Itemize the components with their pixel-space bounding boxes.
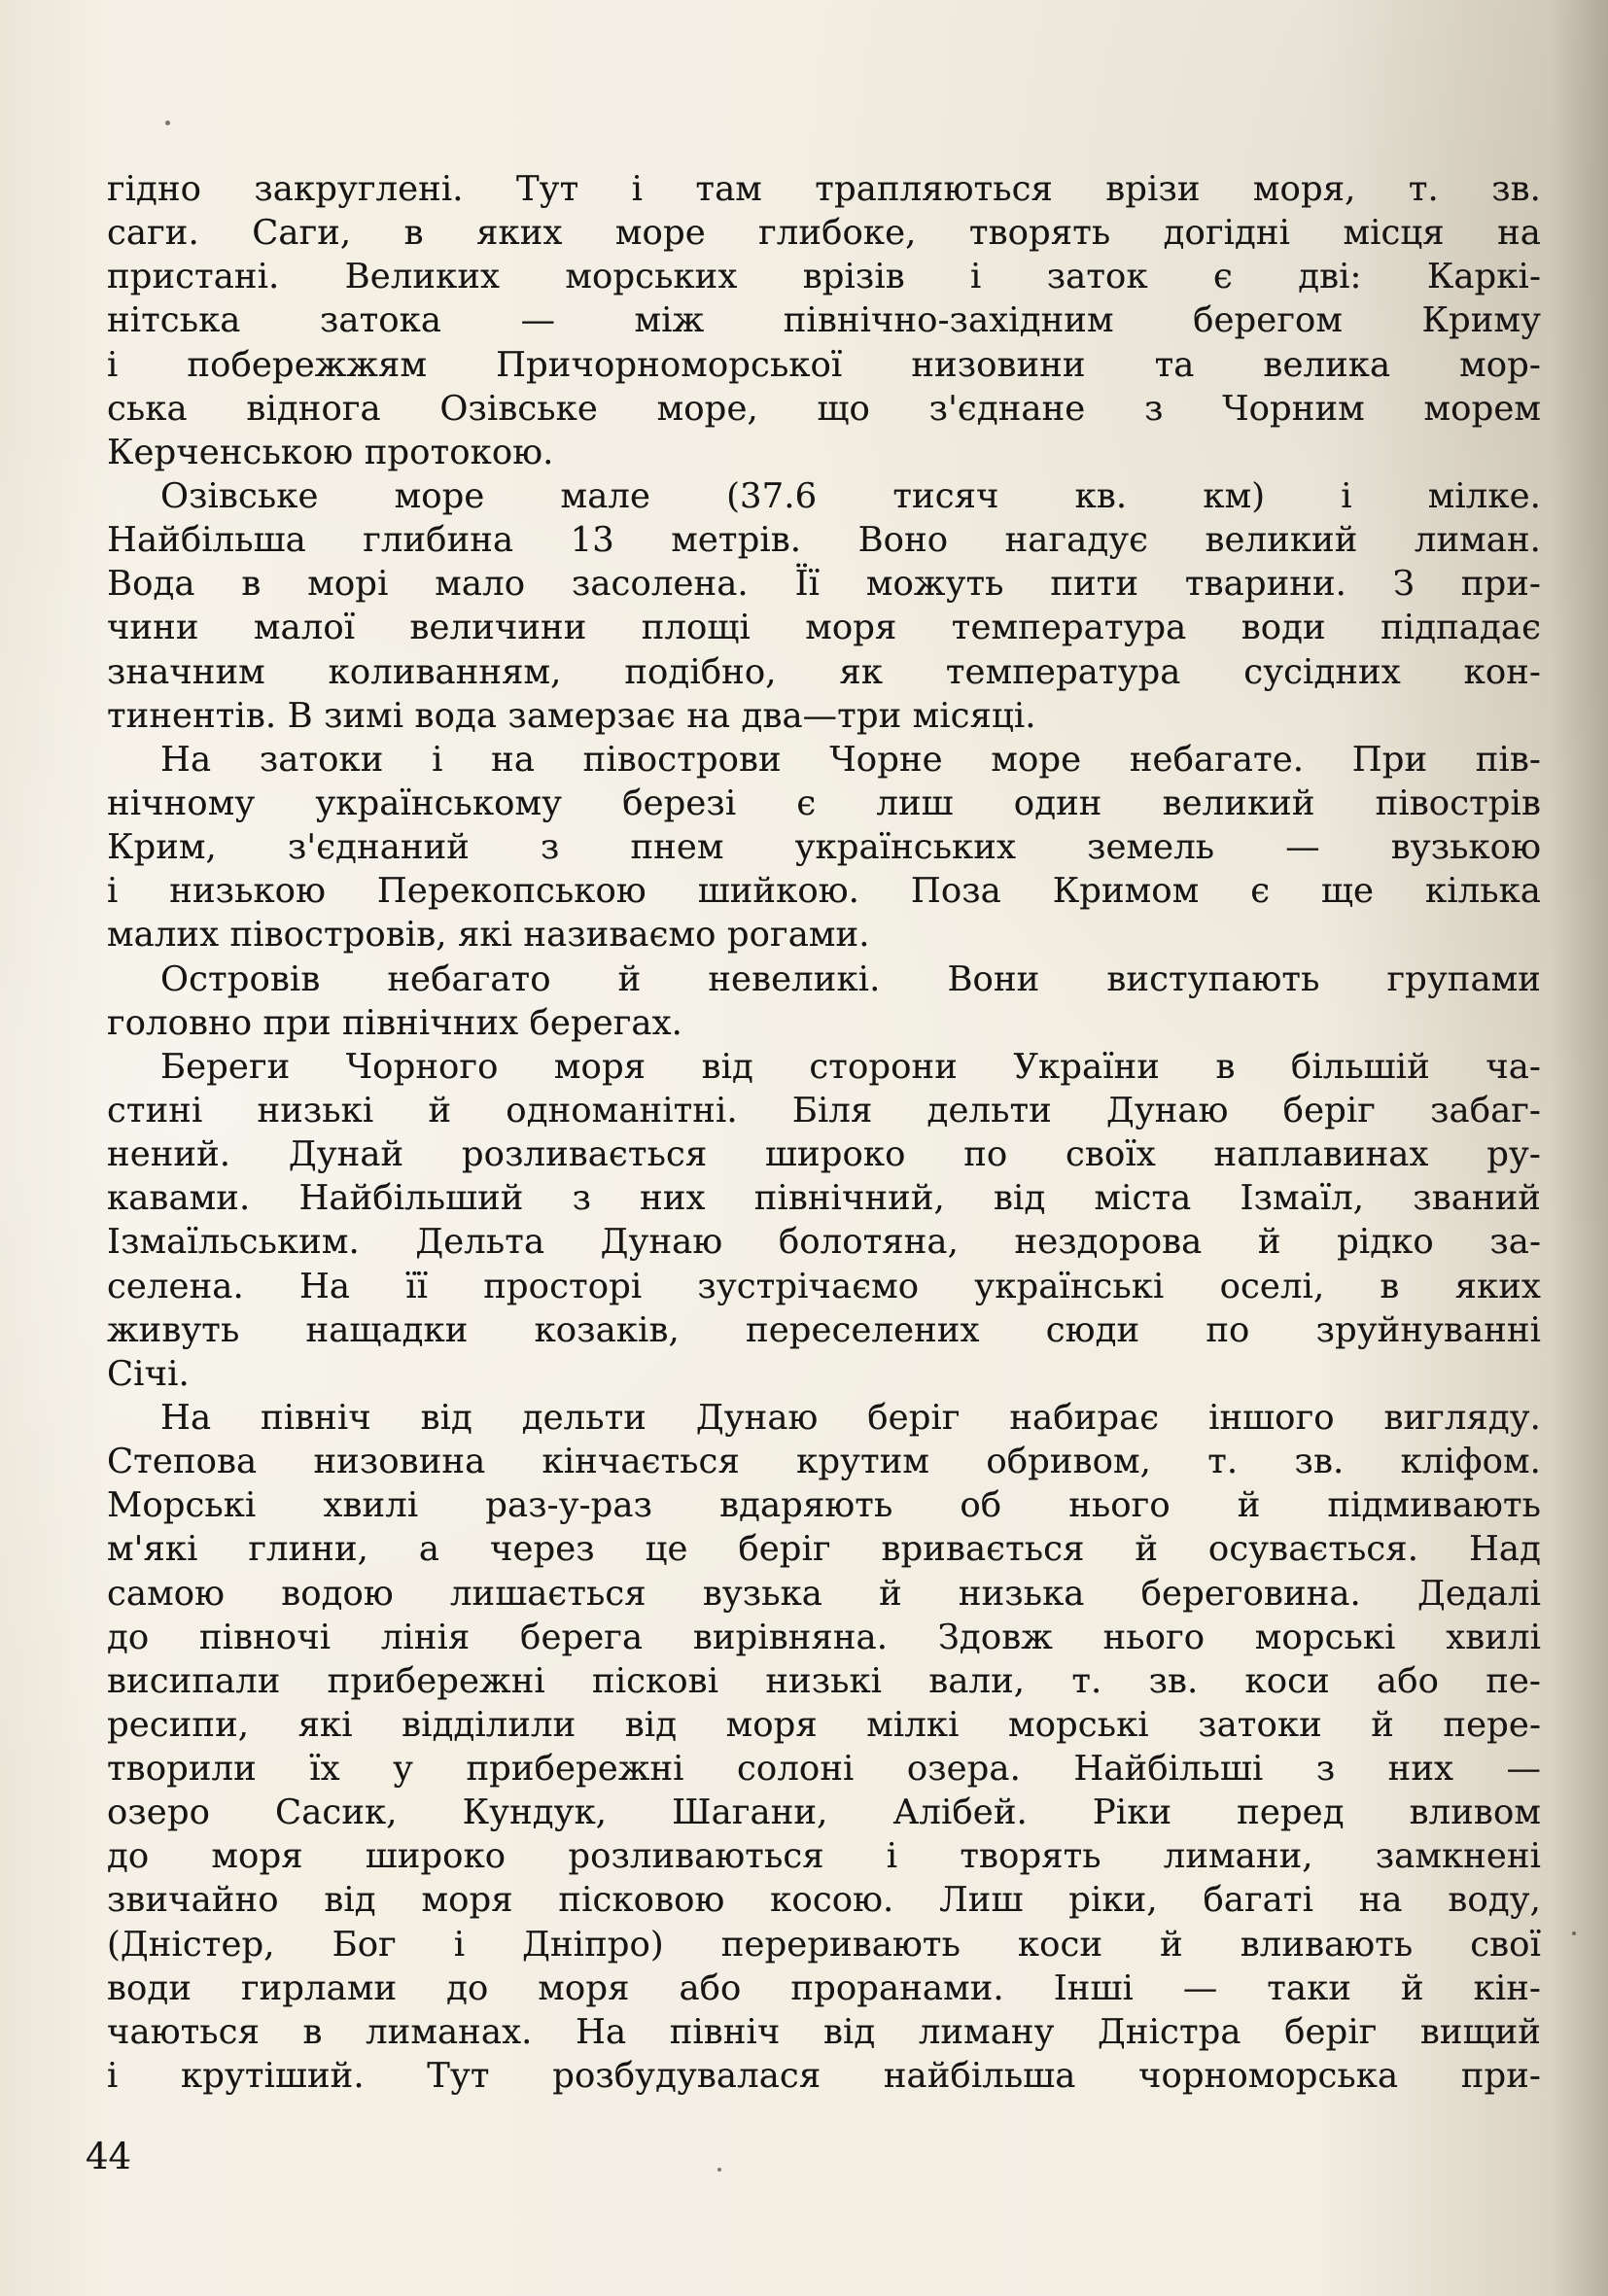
print-speck (1572, 1931, 1576, 1935)
text-line-4: нітська затока — між північно-західним берегом Криму (107, 300, 1541, 341)
text-line-7: Керченською протокою. (107, 432, 554, 472)
text-line-44: і крутіший. Тут розбудувалася найбільша чорноморська при- (107, 2056, 1541, 2097)
text-line-10: Вода в морі мало засолена. Її можуть пити тварини. З при- (107, 564, 1541, 605)
text-line-12: значним коливанням, подібно, як температура сусідних кон- (107, 651, 1541, 692)
text-line-17: і низькою Перекопською шийкою. Поза Кримом є ще кілька (107, 871, 1541, 912)
text-line-14: На затоки і на півострови Чорне море небагате. При пів- (160, 739, 1541, 780)
print-speck (717, 2168, 721, 2172)
text-line-19: Островів небагато й невеликі. Вони виступають групами (160, 958, 1541, 999)
text-line-31: Морські хвилі раз-у-раз вдаряють об нього й підмивають (107, 1485, 1541, 1526)
text-line-40: звичайно від моря пісковою косою. Лиш ріки, багаті на воду, (107, 1880, 1541, 1921)
text-line-1: гідно закруглені. Тут і там трапляються врізи моря, т. зв. (107, 169, 1541, 209)
text-line-9: Найбільша глибина 13 метрів. Воно нагадує великий лиман. (107, 520, 1541, 561)
text-line-5: і побережжям Причорноморської низовини та велика мор- (107, 344, 1541, 385)
text-line-26: селена. На її просторі зустрічаємо українські оселі, в яких (107, 1266, 1541, 1306)
page-number: 44 (86, 2136, 132, 2177)
text-line-18: малих півостровів, які називаємо рогами. (107, 915, 870, 956)
text-line-8: Озівське море мале (37.6 тисяч кв. км) і мілке. (160, 475, 1541, 516)
body-text (107, 167, 1541, 2098)
text-line-38: озеро Сасик, Кундук, Шагани, Алібей. Ріки перед вливом (107, 1792, 1541, 1833)
text-line-22: стині низькі й одноманітні. Біля дельти Дунаю беріг забаг- (107, 1090, 1541, 1131)
text-line-3: пристані. Великих морських врізів і заток є дві: Каркі- (107, 257, 1541, 297)
text-line-29: На північ від дельти Дунаю беріг набирає іншого вигляду. (160, 1397, 1541, 1438)
text-line-33: самою водою лишається вузька й низька береговина. Дедалі (107, 1573, 1541, 1614)
text-line-34: до півночі лінія берега вирівняна. Здовж нього морські хвилі (107, 1617, 1541, 1657)
text-line-15: нічному українському березі є лиш один великий півострів (107, 783, 1541, 823)
text-line-30: Степова низовина кінчається крутим обривом, т. зв. кліфом. (107, 1442, 1541, 1482)
text-line-21: Береги Чорного моря від сторони України в більшій ча- (160, 1046, 1541, 1087)
text-line-37: творили їх у прибережні солоні озера. Найбільші з них — (107, 1749, 1541, 1790)
text-line-23: нений. Дунай розливається широко по своїх наплавинах ру- (107, 1134, 1541, 1175)
text-line-35: висипали прибережні піскові низькі вали, т. зв. коси або пе- (107, 1660, 1541, 1701)
text-line-36: ресипи, які відділили від моря мілкі морські затоки й пере- (107, 1704, 1541, 1745)
text-line-13: тинентів. В зимі вода замерзає на два—три місяці. (107, 695, 1036, 736)
text-line-20: головно при північних берегах. (107, 1002, 683, 1043)
text-line-24: кавами. Найбільший з них північний, від міста Ізмаїл, званий (107, 1178, 1541, 1219)
text-line-11: чини малої величини площі моря температура води підпадає (107, 608, 1541, 648)
text-line-39: до моря широко розливаються і творять лимани, замкнені (107, 1836, 1541, 1877)
text-line-6: ська віднога Озівське море, що з'єднане з Чорним морем (107, 388, 1541, 429)
text-line-16: Крим, з'єднаний з пнем українських земель — вузькою (107, 827, 1541, 868)
page-edge-shadow (1552, 0, 1608, 2296)
text-line-28: Січі. (107, 1353, 190, 1394)
text-line-2: саги. Саги, в яких море глибоке, творять догідні місця на (107, 213, 1541, 254)
text-line-41: (Дністер, Бог і Дніпро) переривають коси й вливають свої (107, 1924, 1541, 1965)
text-line-43: чаються в лиманах. На північ від лиману Дністра беріг вищий (107, 2011, 1541, 2052)
text-line-32: м'які глини, а через це беріг вривається й осувається. Над (107, 1529, 1541, 1570)
text-line-42: води гирлами до моря або проранами. Інші — таки й кін- (107, 1967, 1541, 2008)
text-line-27: живуть нащадки козаків, переселених сюди по зруйнуванні (107, 1309, 1541, 1350)
text-line-25: Ізмаїльським. Дельта Дунаю болотяна, нездорова й рідко за- (107, 1222, 1541, 1263)
print-speck (165, 121, 170, 125)
